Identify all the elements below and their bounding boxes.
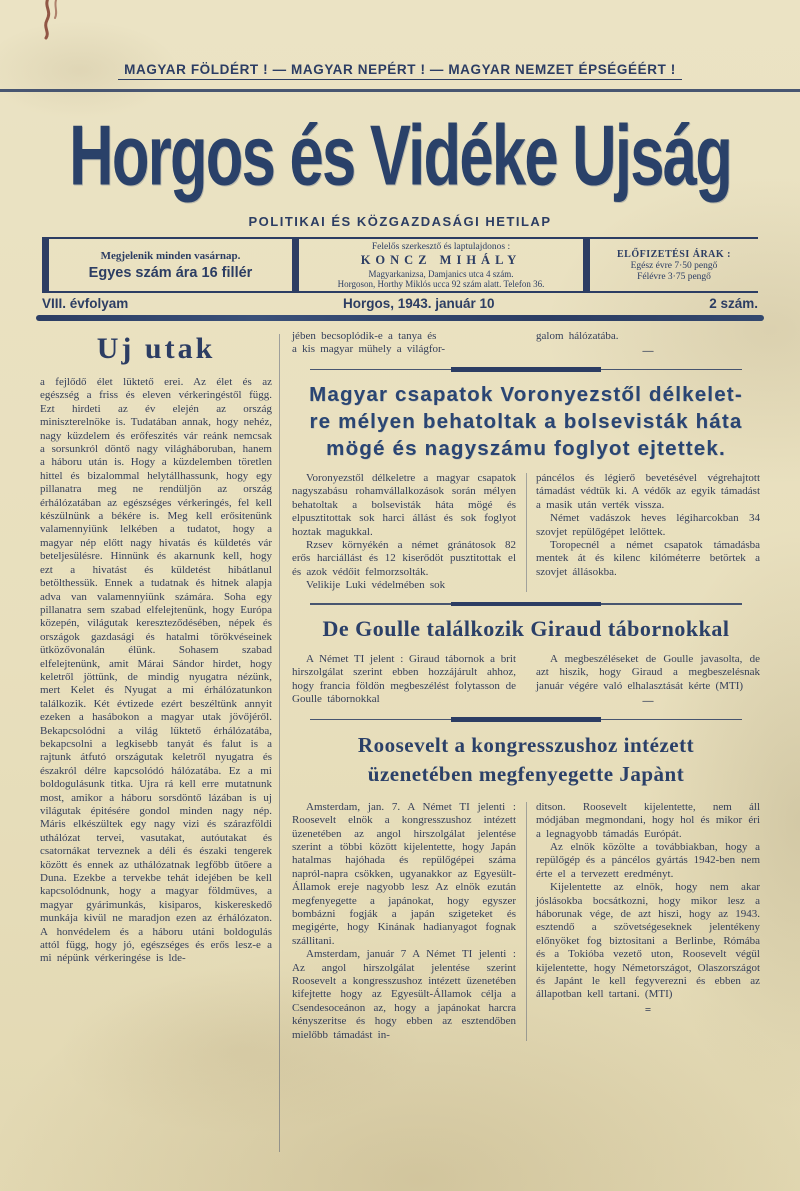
top-horizontal-rule bbox=[0, 89, 800, 92]
editor-info-box bbox=[299, 239, 583, 291]
headline-line: re mélyen behatoltak a bolsevisták háta bbox=[309, 409, 743, 433]
column-rule-vertical bbox=[279, 334, 280, 1152]
paragraph: Rzsev környékén a német gránátosok 82 erős harciállást és 12 kiserődöt pusztitottak el és azok védőit felmorzsolták. bbox=[292, 538, 516, 578]
vertical-bar-divider bbox=[583, 239, 590, 291]
slogan-banner bbox=[0, 62, 800, 77]
dateline-bar bbox=[42, 293, 758, 313]
section-divider bbox=[310, 717, 742, 722]
war-article-body bbox=[292, 472, 760, 593]
masthead bbox=[0, 96, 800, 214]
masthead-subtitle: POLITIKAI ÉS KÖZGAZDASÁGI HETILAP bbox=[248, 214, 552, 229]
paragraph: ditson. Roosevelt kijelentette, nem áll módjában megmondani, hogy hol és mikor éri a legnagyobb támadás Európát. bbox=[536, 800, 760, 840]
lead-article-body bbox=[40, 376, 272, 966]
issue-number-label: 2 szám. bbox=[709, 295, 758, 311]
roosevelt-body bbox=[292, 801, 760, 1042]
paragraph: Kijelentette az elnök, hogy nem akar jóslásokba bocsátkozni, hogy mikor lesz a háborunak vége, de azt hiszi, hogy az 1943. esztendő a szövetségeseknek jelentékeny előnyöket fog biztositani a Berlinbe, Rómába és a Tokióba vezető uton, Roosevelt végül kijelentette, hogy Németországot, Olaszországot és Japánt le kell fegyverezni és ebben az állapotban kell tartani. (MTI) bbox=[536, 881, 760, 1001]
editor-address-2: Horgoson, Horthy Miklós ucca 92 szám alatt. Telefon 36. bbox=[337, 278, 545, 289]
roosevelt-headline bbox=[292, 731, 760, 789]
slogan-text: MAGYAR FÖLDÉRT ! — MAGYAR NEPÉRT ! — MAGYAR NEMZET ÉPSÉGÉÉRT ! bbox=[118, 62, 682, 80]
continuation-line: jében becsoplódik-e a tanya és bbox=[292, 330, 437, 342]
headline-line: mögé és nagyszámu foglyot ejtettek. bbox=[326, 436, 726, 460]
subscription-price-annual: Egész évre 7·50 pengő bbox=[630, 260, 718, 271]
paragraph: Voronyezstől délkeletre a magyar csapatok nagyszabásu rohamvállalkozások során mélyen behatoltak a bolsevisták háta mögé és elpusztitottak sok harci állást és sok foglyot hoztak magukkal. bbox=[292, 471, 516, 538]
roosevelt-column-left bbox=[292, 801, 516, 1042]
vertical-bar-divider bbox=[292, 239, 299, 291]
roosevelt-article bbox=[292, 731, 760, 1042]
degoulle-column-right bbox=[536, 653, 760, 708]
editor-name: KONCZ MIHÁLY bbox=[360, 252, 522, 267]
war-column-right bbox=[536, 472, 760, 593]
lead-article bbox=[40, 330, 272, 966]
paragraph: a fejlődő élet lüktető erei. Az élet és az egészség a friss és eleven vérkeringéstől függ. Ezt hirdeti az év elején az ország miniszterelnöke is. Tudatában annak, hogy nehéz, nagy küzdelem és erőfeszités vár reánk nemcsak a sorsunkról döntő nagy világháboruban, hanem a háboru után is. Hogy a küzdelemben töretlen hittel és bizalommal helytállhassunk, hogy egy pillanatra meg ne rendüljön az ország érhálózatában az egészséges vérkeringés, fel kell készülnünk a békére is. Meg kell erősitenünk valamennyiünk lelkében a tudatot, hogy a magyar nép előtt nagy hivatás és küldetés vár beteljesülésre. Hinnünk és akarnunk kell, hogy ezt a hivatást és küldetést hibátlanul betölthessük. Ennek a tudatnak és hitnek alapja adva van valamennyiünk számára. Soha egy pillanatra sem szabad elfelejtenünk, hogy Európa közepén, világutak kereszteződésében, népek és országok gazdasági és hatalmi törökvéseinek ütközővonalán élünk. Sohasem szabad elfelejtenünk, amit Márai Sándor hirdet, hogy keletről jöttünk, de mindig nyugatra nézünk, mert Kelet és Nyugat a mi érhálózatunkon találkozik. Két évtizede ezért beszéltünk annyit ezeken a hasábokon a magyar utak jövőjéről. Bekapcsolódni a világ lüktető érhálózatába, bekapcsolni a legkisebb tanyát és falut is a rajtunk átfutó országutak keletről nyugatra és északról délre kapcsolódó hálózatába. Ez a mi boldogulásunk titka. Ujra rá kell erre mutatnunk most, amikor a háboru sorsdöntő lázában is uj világutak épitésére gondol minden nagy nép. Máris elkészültek egy nagy vizi és szárazföldi uthálózat tervei, vasutakat, autóutakat és csatornákat terveznek a déli és északi tengerek között és ennek az uthálózatnak legfőbb ütőere a Duna. Ezekbe a tervekbe tehát idejében be kell kapcsolódnunk, hogy a magyar földmüves, a magyar gyárimunkás, kisiparos, kiskereskedő munkája kivül ne maradjon ezen az érhálózaton. A honvédelem és a háboru utáni boldogulás attól függ, hogy jó, egészséges és erős lesz-e a mi népünk vérkeringése is lde- bbox=[40, 376, 272, 965]
headline-line: üzenetében megfenyegette Japànt bbox=[367, 761, 685, 786]
dateline-thick-rule bbox=[36, 315, 764, 321]
paragraph: páncélos és légierő bevetésével végrehajtott támadást védtük ki. A védők az egyik támadást a masik után verték vissza. bbox=[536, 471, 761, 511]
continuation-left-column bbox=[292, 330, 516, 358]
degoulle-article bbox=[292, 615, 760, 708]
continuation-block bbox=[292, 330, 760, 358]
volume-label: VIII. évfolyam bbox=[42, 295, 129, 311]
masthead-title: Horgos és Vidéke Ujság bbox=[69, 107, 731, 203]
war-column-left bbox=[292, 472, 516, 593]
editor-address-1: Magyarkanizsa, Damjanics utca 4 szám. bbox=[368, 268, 514, 279]
article-end-dash: — bbox=[642, 345, 654, 358]
article-end-mark: = bbox=[644, 1003, 652, 1016]
roosevelt-column-right bbox=[536, 801, 760, 1042]
publication-schedule: Megjelenik minden vasárnap. bbox=[100, 249, 241, 262]
single-issue-price: Egyes szám ára 16 fillér bbox=[88, 264, 253, 281]
subscription-price-semiannual: Félévre 3·75 pengő bbox=[637, 271, 711, 282]
headline-line: Roosevelt a kongresszushoz intézett bbox=[357, 732, 695, 757]
publication-schedule-box bbox=[49, 239, 292, 291]
place-date-label: Horgos, 1943. január 10 bbox=[342, 295, 495, 311]
paragraph: A megbeszéléseket de Goulle javasolta, de azt hiszik, hogy Giraud a megbeszelésnak január végére való elhalasztását kérte (MTI) bbox=[536, 653, 760, 692]
paragraph: Amsterdam, január 7 A Német TI jelenti : Az angol hirszolgálat jelentése szerint Roosevelt a kongresszushoz intézett üzenetében kifejtette hogy az Egyesült-Államok célja a Csendesoceánon az, hogy a japánokat harcra kényszeritse és hogy ebben az esztendőben mielőbb támadást in- bbox=[292, 948, 516, 1041]
degoulle-column-left bbox=[292, 653, 516, 708]
section-divider bbox=[310, 602, 742, 607]
continuation-line: a kis magyar mühely a világfor- bbox=[292, 343, 446, 356]
degoulle-headline: De Goulle találkozik Giraud tábornokkal bbox=[322, 616, 730, 642]
subscription-title: ELŐFIZETÉSI ÁRAK : bbox=[616, 248, 732, 260]
paragraph: Német vadászok heves légiharcokban 34 szovjet repülőgépet lelőttek. bbox=[536, 512, 760, 538]
right-section bbox=[292, 330, 760, 1042]
ink-smudge-mark bbox=[30, 0, 80, 42]
degoulle-body bbox=[292, 653, 760, 708]
subscription-box bbox=[590, 239, 758, 291]
paragraph: A Német TI jelent : Giraud tábornok a brit hirszolgálat szerint ebben hozzájárult ahhoz, hogy francia földön megbeszélést folytasson de Goulle tábornokkal bbox=[292, 653, 516, 706]
editor-role: Felelős szerkesztő és laptulajdonos : bbox=[371, 241, 511, 252]
continuation-line: galom hálózatába. bbox=[536, 330, 619, 342]
vertical-bar-divider bbox=[42, 239, 49, 291]
war-article-headline bbox=[292, 381, 760, 462]
paragraph: Amsterdam, jan. 7. A Német TI jelenti : Roosevelt elnök a kongresszushoz intézett üzenetében az angol hirszolgálat jelentése szerint a többi között kijelentette, hogy Japán hatalmas hajóhada és repülőgépei száma napról-napra csökken, ugyanakkor az Egyesült-Államok ereje nagyobb lesz Az elnök ezután megfenyegette a japánokat, hogy egyszer bombázni fogják a japán szigeteket és megigérte, hogy Kinának hadianyagot fognak szállitani. bbox=[292, 800, 516, 947]
war-article bbox=[292, 381, 760, 593]
continuation-right-column bbox=[536, 330, 760, 358]
paragraph: Toropecnél a német csapatok támadásba mentek át és kilenc kilóméterre betörtek a szovjet állásokba. bbox=[536, 538, 760, 578]
publication-info-bar bbox=[42, 237, 758, 293]
section-divider bbox=[310, 367, 742, 372]
paragraph: Velikije Luki védelmében sok bbox=[306, 579, 446, 592]
article-end-dash: — bbox=[642, 695, 654, 708]
paragraph: Az elnök közölte a továbbiakban, hogy a repülőgép és a páncélos gyártás 1942-ben nem érte el a tervezett eredményt. bbox=[536, 841, 760, 880]
lead-article-title: Uj utak bbox=[96, 332, 216, 365]
headline-line: Magyar csapatok Voronyezstől délkelet- bbox=[309, 382, 743, 406]
